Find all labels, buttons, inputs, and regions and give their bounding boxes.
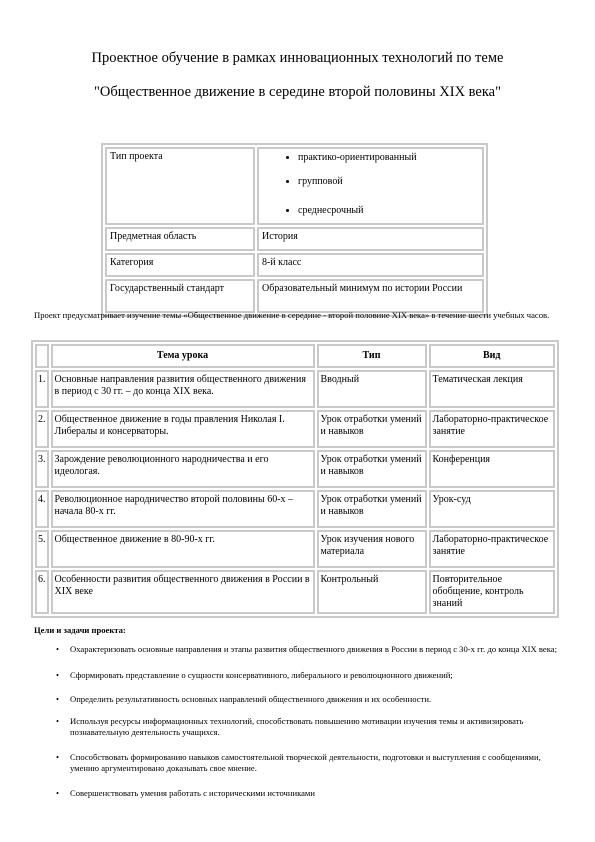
list-item: • Определить результативность основных направлений общественного движения и их особенности.	[60, 694, 570, 705]
row-kind: Конференция	[429, 450, 556, 488]
project-type-item: • групповой	[298, 176, 479, 187]
list-item: • Используя ресурсы информационных технологий, способствовать повышению мотивации изучения темы и активизировать познавательную деятельность учащихся.	[60, 716, 570, 738]
project-type-row	[105, 147, 484, 225]
row-type: Контрольный	[317, 570, 427, 614]
project-type-values	[257, 147, 484, 225]
row-number: 5.	[35, 530, 49, 568]
row-number: 2.	[35, 410, 49, 448]
subject-row	[105, 227, 484, 251]
project-type-item: • среднесрочный	[298, 205, 479, 216]
table-row	[35, 490, 555, 528]
table-row	[35, 370, 555, 408]
row-kind: Лабораторно-практическое занятие	[429, 530, 556, 568]
row-number: 4.	[35, 490, 49, 528]
row-number: 6.	[35, 570, 49, 614]
list-item: • Способствовать формированию навыков самостоятельной творческой деятельности, подготовки и выступления с сообщениями, умению аргументировано доказывать свое мнение.	[60, 752, 570, 774]
category-value: 8-й класс	[257, 253, 484, 277]
row-type: Урок изучения нового материала	[317, 530, 427, 568]
list-item: • Совершенствовать умения работать с историческими источниками	[60, 788, 570, 799]
row-topic: Основные направления развития общественного движения в период с 30 гг. – до конца XIX века.	[51, 370, 315, 408]
project-type-item: • практико-ориентированный	[298, 152, 479, 163]
header-number	[35, 344, 49, 368]
project-info-table	[101, 143, 488, 317]
lessons-header-row	[35, 344, 555, 368]
standard-value: Образовательный минимум по истории России	[257, 279, 484, 313]
standard-label: Государственный стандарт	[105, 279, 255, 313]
subject-label: Предметная область	[105, 227, 255, 251]
subject-value: История	[257, 227, 484, 251]
table-row	[35, 410, 555, 448]
header-kind: Вид	[429, 344, 556, 368]
table-row	[35, 530, 555, 568]
header-type: Тип	[317, 344, 427, 368]
row-kind: Урок-суд	[429, 490, 556, 528]
standard-row	[105, 279, 484, 313]
row-type: Урок отработки умений и навыков	[317, 410, 427, 448]
row-kind: Тематическая лекция	[429, 370, 556, 408]
list-item: • Охарактеризовать основные направления и этапы развития общественного движения в России в период с 30-х гг. до конца XIX века;	[60, 644, 570, 655]
row-number: 3.	[35, 450, 49, 488]
row-number: 1.	[35, 370, 49, 408]
row-type: Урок отработки умений и навыков	[317, 490, 427, 528]
category-row	[105, 253, 484, 277]
row-topic: Общественное движение в годы правления Николая I. Либералы и консерваторы.	[51, 410, 315, 448]
list-item: • Сформировать представление о сущности консервативного, либерального и революционного движений;	[60, 670, 570, 681]
project-type-label: Тип проекта	[105, 147, 255, 225]
row-type: Вводный	[317, 370, 427, 408]
table-row	[35, 450, 555, 488]
goals-heading: Цели и задачи проекта:	[34, 625, 126, 635]
row-type: Урок отработки умений и навыков	[317, 450, 427, 488]
header-topic: Тема урока	[51, 344, 315, 368]
row-topic: Революционное народничество второй половины 60-х – начала 80-х гг.	[51, 490, 315, 528]
row-topic: Общественное движение в 80-90-х гг.	[51, 530, 315, 568]
row-kind: Лабораторно-практическое занятие	[429, 410, 556, 448]
document-title-line-2: "Общественное движение в середине второй половины XIX века"	[93, 84, 502, 100]
table-row	[35, 570, 555, 614]
row-topic: Зарождение революционного народничества и его идеологая.	[51, 450, 315, 488]
lessons-table	[31, 340, 559, 618]
category-label: Категория	[105, 253, 255, 277]
project-intro-text: Проект предусматривает изучение темы «Общественное движение в середине - второй половине XIX века» в течение шести учебных часов.	[34, 310, 550, 320]
document-title-line-1: Проектное обучение в рамках инновационных технологий по теме	[91, 50, 504, 66]
row-topic: Особенности развития общественного движения в России в XIX веке	[51, 570, 315, 614]
row-kind: Повторительное обобщение, контроль знаний	[429, 570, 556, 614]
